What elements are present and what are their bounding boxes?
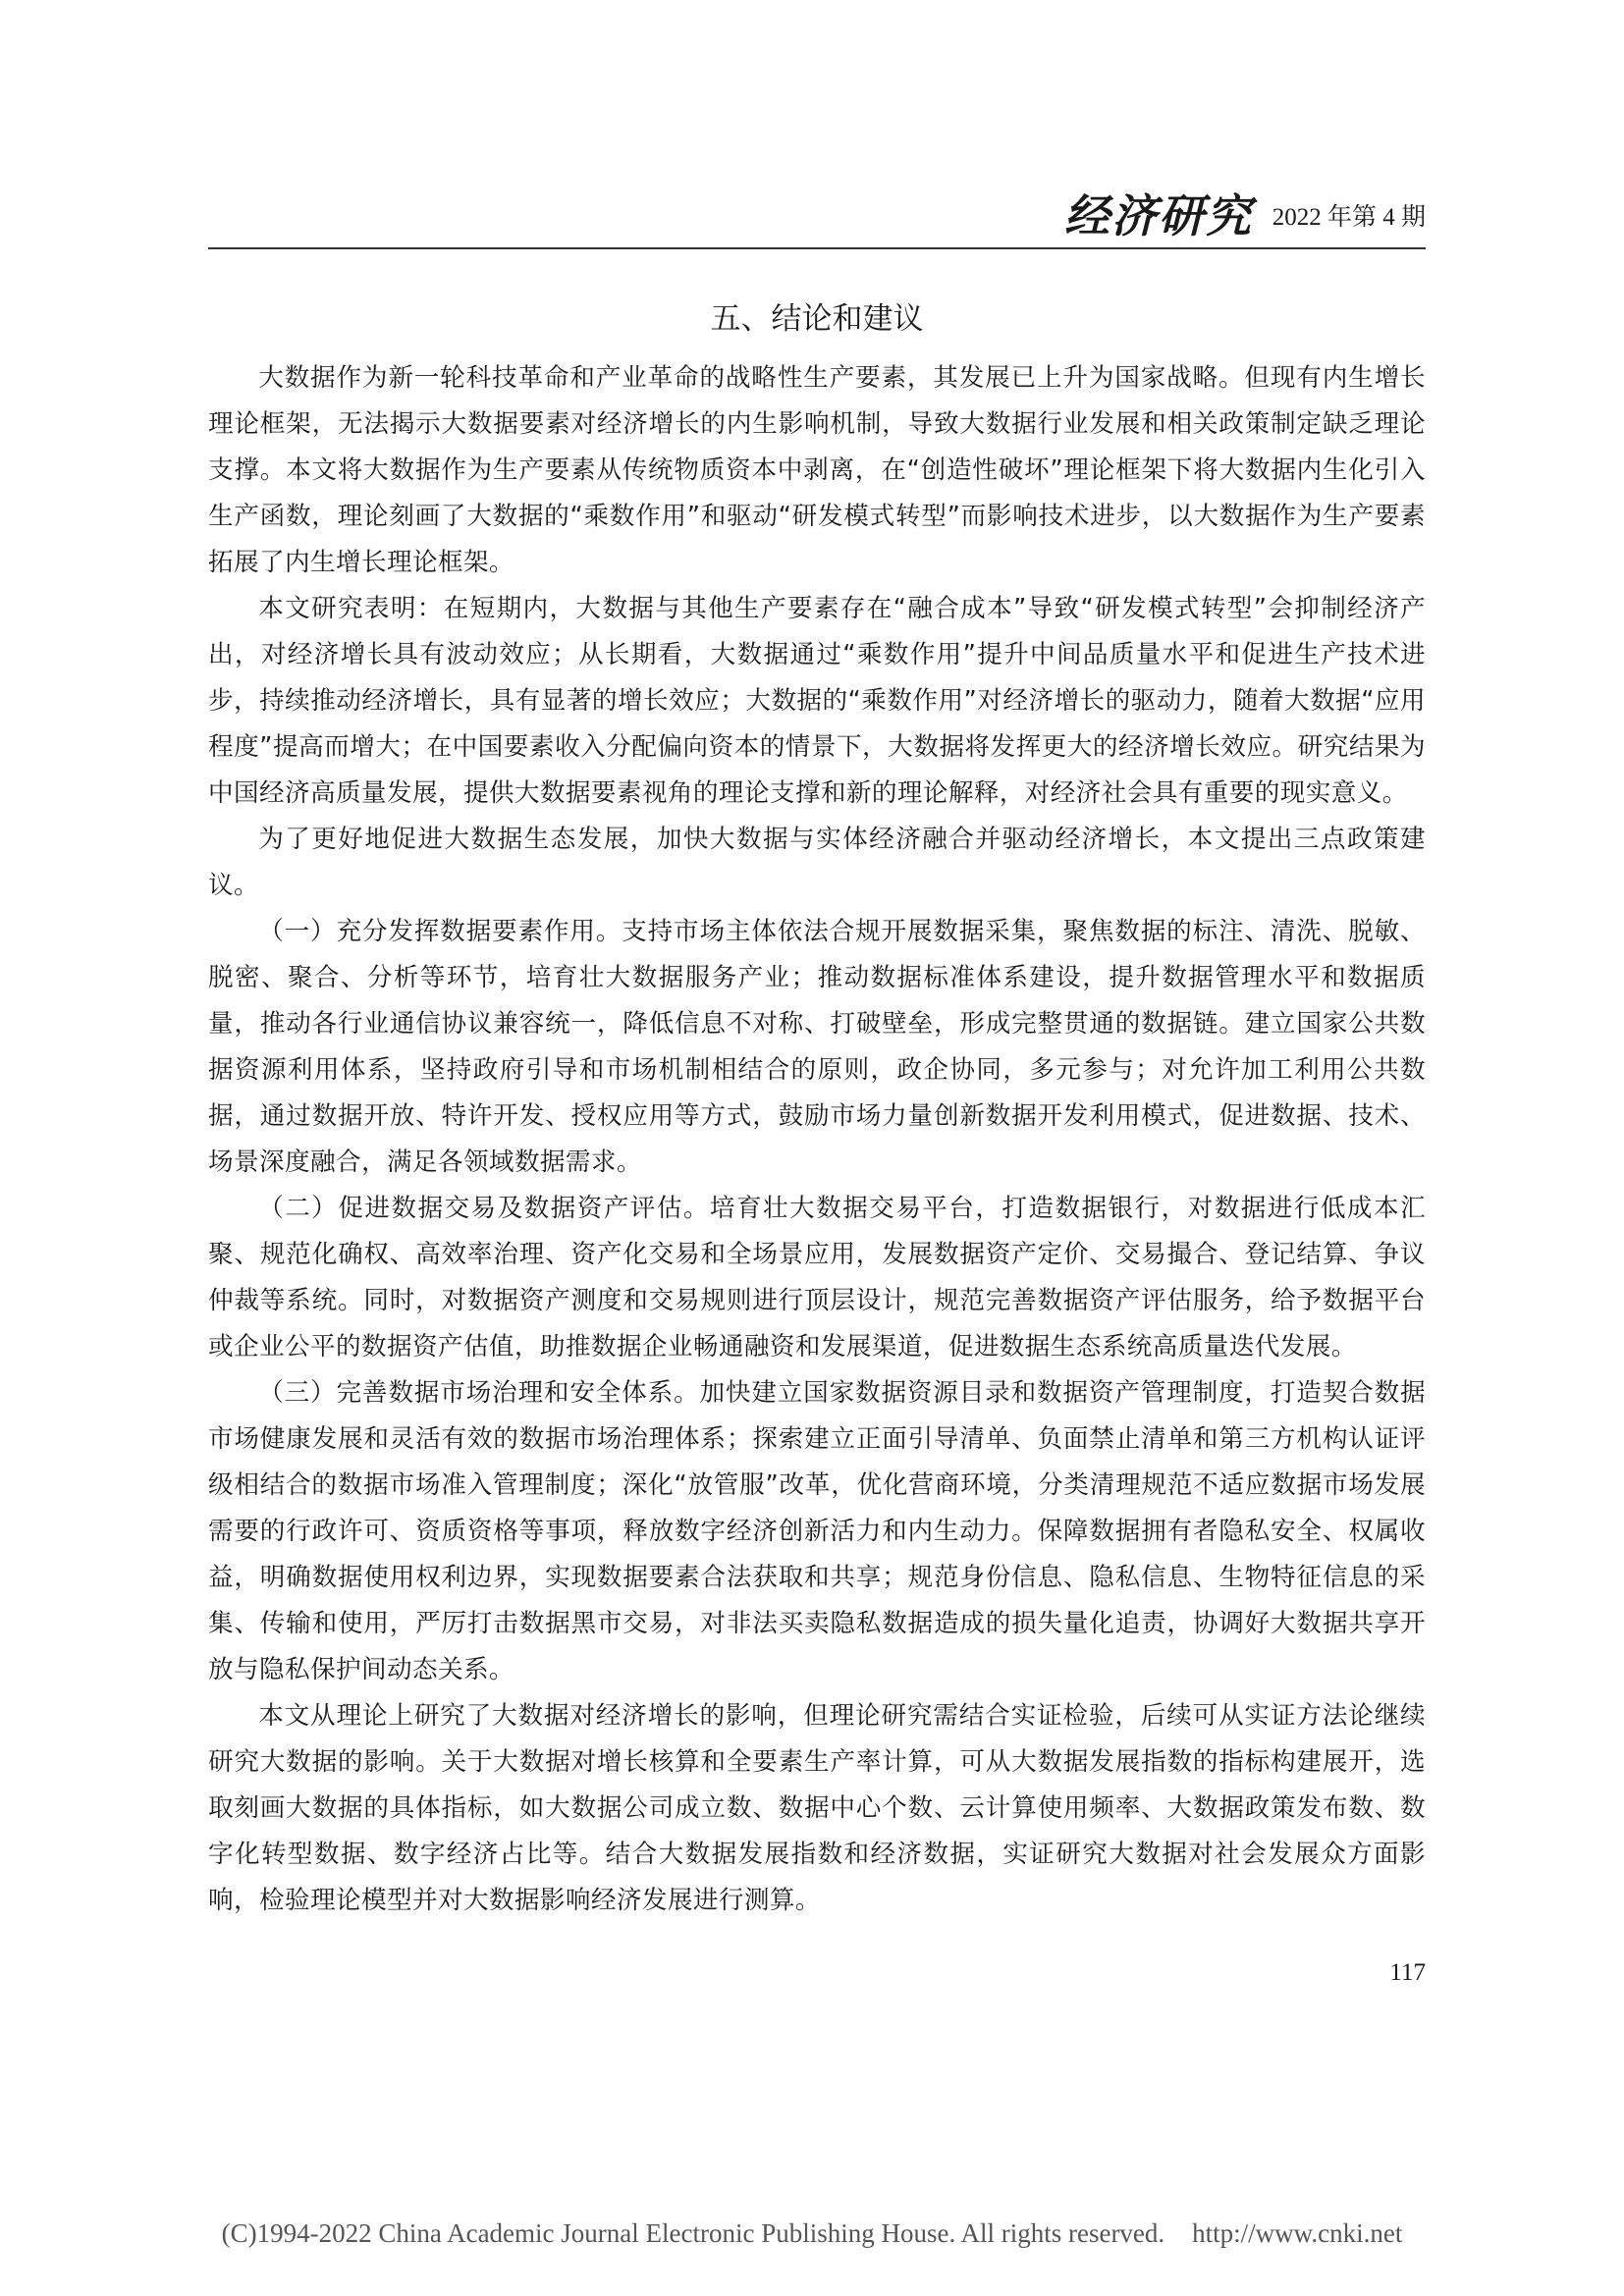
copyright-text: (C)1994-2022 China Academic Journal Electronic Publishing House. All rights reserved. xyxy=(221,2218,1165,2248)
body-text xyxy=(208,355,1426,1924)
paragraph: （二）促进数据交易及数据资产评估。培育壮大数据交易平台，打造数据银行，对数据进行低成本汇聚、规范化确权、高效率治理、资产化交易和全场景应用，发展数据资产定价、交易撮合、登记结算、争议仲裁等系统。同时，对数据资产测度和交易规则进行顶层设计，规范完善数据资产评估服务，给予数据平台或企业公平的数据资产估值，助推数据企业畅通融资和发展渠道，促进数据生态系统高质量迭代发展。 xyxy=(208,1194,1426,1362)
paragraph: （一）充分发挥数据要素作用。支持市场主体依法合规开展数据采集，聚焦数据的标注、清洗、脱敏、脱密、聚合、分析等环节，培育壮大数据服务产业；推动数据标准体系建设，提升数据管理水平和数据质量，推动各行业通信协议兼容统一，降低信息不对称、打破壁垒，形成完整贯通的数据链。建立国家公共数据资源利用体系，坚持政府引导和市场机制相结合的原则，政企协同，多元参与；对允许加工利用公共数据，通过数据开放、特许开发、授权应用等方式，鼓励市场力量创新数据开发利用模式，促进数据、技术、场景深度融合，满足各领域数据需求。 xyxy=(208,917,1426,1177)
paragraph: 本文研究表明：在短期内，大数据与其他生产要素存在“融合成本”导致“研发模式转型”会抑制经济产出，对经济增长具有波动效应；从长期看，大数据通过“乘数作用”提升中间品质量水平和促进生产技术进步，持续推动经济增长，具有显著的增长效应；大数据的“乘数作用”对经济增长的驱动力，随着大数据“应用程度”提高而增大；在中国要素收入分配偏向资本的情景下，大数据将发挥更大的经济增长效应。研究结果为中国经济高质量发展，提供大数据要素视角的理论支撑和新的理论解释，对经济社会具有重要的现实意义。 xyxy=(208,594,1426,808)
paragraph: 本文从理论上研究了大数据对经济增长的影响，但理论研究需结合实证检验，后续可从实证方法论继续研究大数据的影响。关于大数据对增长核算和全要素生产率计算，可从大数据发展指数的指标构建展开，选取刻画大数据的具体指标，如大数据公司成立数、数据中心个数、云计算使用频率、大数据政策发布数、数字化转型数据、数字经济占比等。结合大数据发展指数和经济数据，实证研究大数据对社会发展众方面影响，检验理论模型并对大数据影响经济发展进行测算。 xyxy=(208,1701,1426,1915)
issue-label: 2022 年第 4 期 xyxy=(1272,204,1426,231)
paragraph: （三）完善数据市场治理和安全体系。加快建立国家数据资源目录和数据资产管理制度，打造契合数据市场健康发展和灵活有效的数据市场治理体系；探索建立正面引导清单、负面禁止清单和第三方机构认证评级相结合的数据市场准入管理制度；深化“放管服”改革，优化营商环境，分类清理规范不适应数据市场发展需要的行政许可、资质资格等事项，释放数字经济创新活力和内生动力。保障数据拥有者隐私安全、权属收益，明确数据使用权利边界，实现数据要素合法获取和共享；规范身份信息、隐私信息、生物特征信息的采集、传输和使用，严厉打击数据黑市交易，对非法买卖隐私数据造成的损失量化追责，协调好大数据共享开放与隐私保护间动态关系。 xyxy=(208,1378,1426,1684)
running-header xyxy=(208,187,1426,249)
paragraph: 为了更好地促进大数据生态发展，加快大数据与实体经济融合并驱动经济增长，本文提出三点政策建议。 xyxy=(208,825,1426,900)
page-number: 117 xyxy=(1389,1959,1426,1986)
section-title: 五、结论和建议 xyxy=(710,301,924,337)
footer-url: http://www.cnki.net xyxy=(1192,2218,1403,2248)
journal-logo: 经济研究 xyxy=(1064,189,1253,242)
paragraph: 大数据作为新一轮科技革命和产业革命的战略性生产要素，其发展已上升为国家战略。但现有内生增长理论框架，无法揭示大数据要素对经济增长的内生影响机制，导致大数据行业发展和相关政策制定缺乏理论支撑。本文将大数据作为生产要素从传统物质资本中剥离，在“创造性破坏”理论框架下将大数据内生化引入生产函数，理论刻画了大数据的“乘数作用”和驱动“研发模式转型”而影响技术进步，以大数据作为生产要素拓展了内生增长理论框架。 xyxy=(208,363,1426,577)
copyright-footer xyxy=(0,2214,1624,2253)
